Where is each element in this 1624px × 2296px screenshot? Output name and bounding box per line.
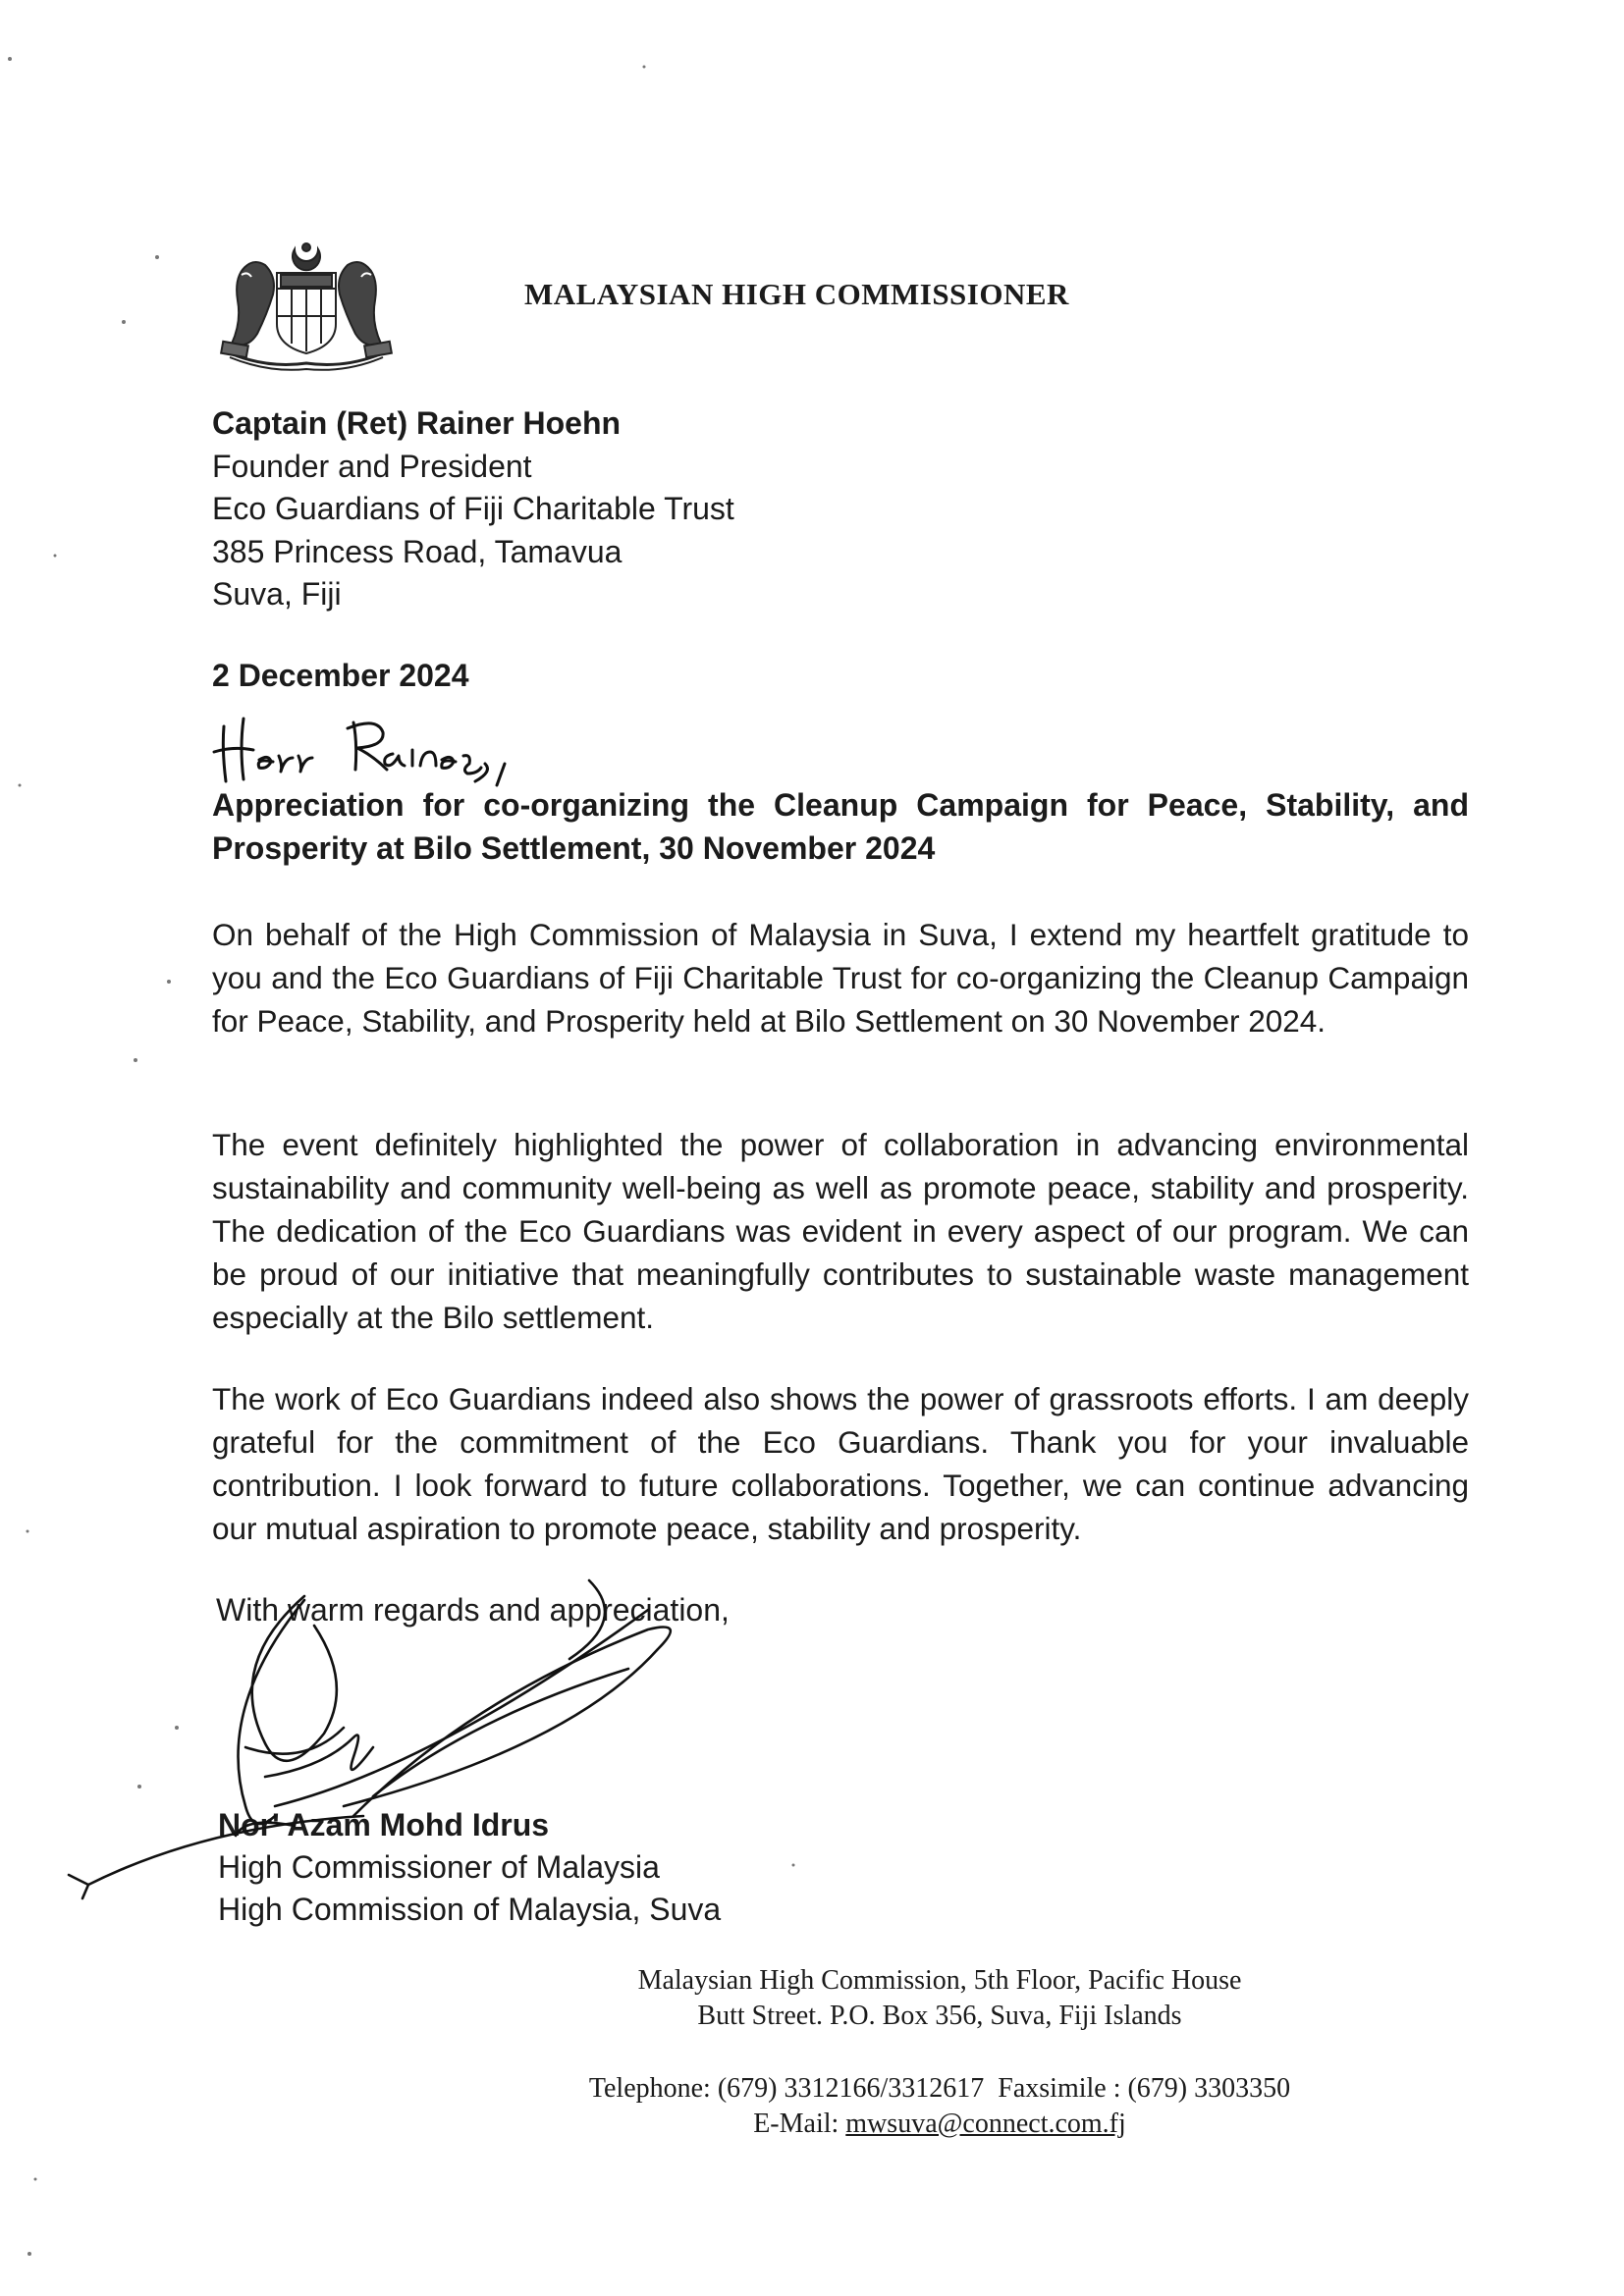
recipient-address	[212, 402, 734, 616]
recipient-organisation: Eco Guardians of Fiji Charitable Trust	[212, 491, 734, 526]
coat-of-arms-icon	[208, 236, 405, 378]
footer-address	[128, 1963, 1624, 2034]
signatory-office: High Commission of Malaysia, Suva	[218, 1892, 722, 1927]
body-paragraph: The work of Eco Guardians indeed also shows the power of grassroots efforts. I am deeply grateful for the commitment of the Eco Guardians. Thank you for your invaluable contribution. I look forward to future collaborations. Together, we can continue advancing our mutual aspiration to promote peace, stability and prosperity.	[212, 1381, 1469, 1546]
recipient-name: Captain (Ret) Rainer Hoehn	[212, 405, 622, 441]
signatory-name: Nor' Azam Mohd Idrus	[218, 1807, 550, 1842]
recipient-position: Founder and President	[212, 448, 532, 484]
footer-phone-fax-line	[128, 2071, 1624, 2107]
letter-date: 2 December 2024	[212, 658, 469, 693]
handwritten-salutation	[210, 699, 583, 787]
letter-subject: Appreciation for co-organizing the Cleanup Campaign for Peace, Stability, and Prosperity at Bilo Settlement, 30 November 2024	[212, 787, 1469, 866]
signatory-title: High Commissioner of Malaysia	[218, 1849, 660, 1885]
footer-email-label: E-Mail:	[753, 2109, 839, 2139]
footer-address-line: Malaysian High Commission, 5th Floor, Pacific House	[637, 1965, 1242, 1996]
footer-email-line	[128, 2107, 1624, 2142]
handwritten-signature	[59, 1561, 746, 1973]
letterhead-title: MALAYSIAN HIGH COMMISSIONER	[524, 277, 1069, 311]
recipient-street: 385 Princess Road, Tamavua	[212, 533, 623, 569]
body-paragraph: On behalf of the High Commission of Malaysia in Suva, I extend my heartfelt gratitude to you and the Eco Guardians of Fiji Charitable Trust for co-organizing the Cleanup Campaign for Peace, Stability, and Prosperity held at Bilo Settlement on 30 November 2024.	[212, 917, 1469, 1039]
footer-fax: Faxsimile : (679) 3303350	[998, 2073, 1291, 2104]
footer-contact	[128, 2071, 1624, 2142]
body-paragraph: The event definitely highlighted the power of collaboration in advancing environmental sustainability and community well-being as well as promote peace, stability and prosperity. The dedication of the Eco Guardians was evident in every aspect of our program. We can be proud of our initiative that meaningfully contributes to sustainable waste management especially at the Bilo settlement.	[212, 1127, 1469, 1335]
footer-address-line: Butt Street. P.O. Box 356, Suva, Fiji Islands	[697, 2001, 1182, 2031]
footer-telephone: Telephone: (679) 3312166/3312617	[588, 2073, 985, 2104]
footer-email-link[interactable]: mwsuva@connect.com.fj	[845, 2109, 1126, 2139]
closing-line: With warm regards and appreciation,	[216, 1592, 730, 1628]
recipient-city: Suva, Fiji	[212, 576, 342, 612]
